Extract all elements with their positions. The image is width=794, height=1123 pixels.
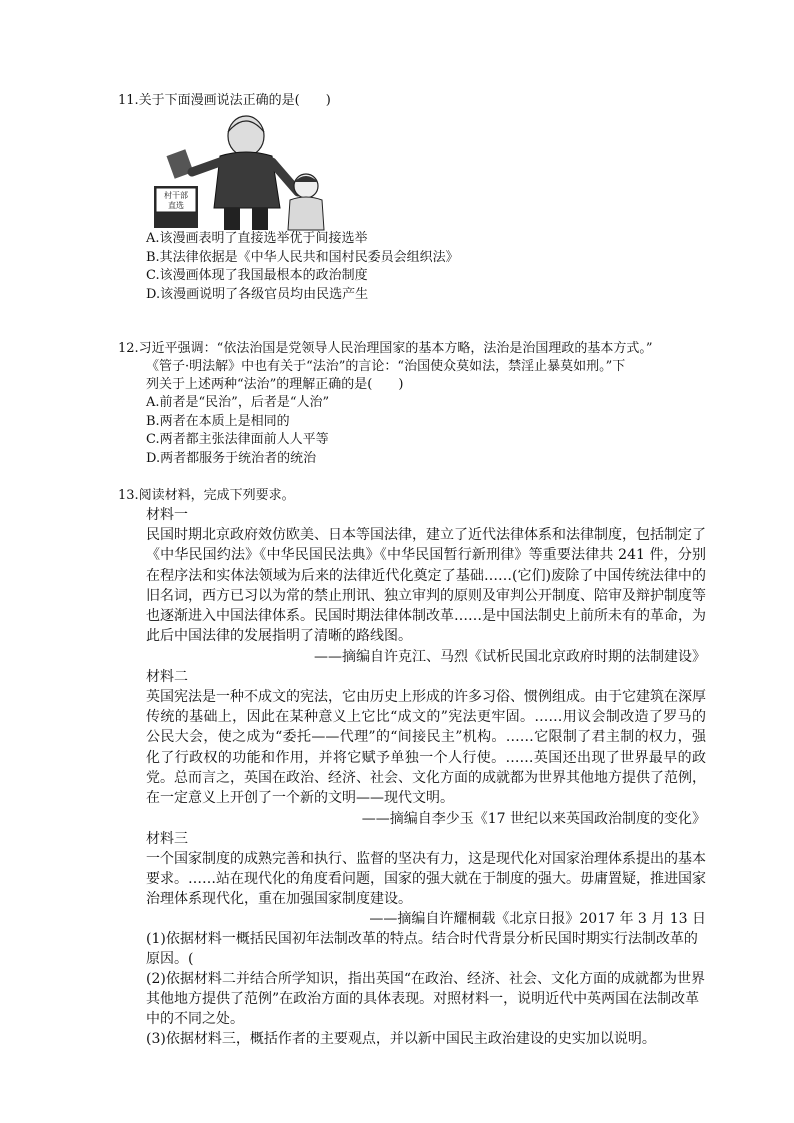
material-3-text: 一个国家制度的成熟完善和执行、监督的坚决有力，这是现代化对国家治理体系提出的基本要求。……站在现代化的角度看问题，国家的强大就在于制度的强大。毋庸置疑，推进国家治理体系现代化，重在加强国家制度建设。 — [146, 850, 706, 908]
cartoon-illustration — [148, 112, 338, 232]
option-c[interactable]: C.该漫画体现了我国最根本的政治制度 — [146, 268, 368, 283]
sub-question-1: (1)依据材料一概括民国初年法制改革的特点。结合时代背景分析民国时期实行法制改革的原因。( — [146, 931, 698, 968]
option-b[interactable]: B.两者在本质上是相同的 — [146, 413, 290, 429]
young-man-body — [288, 197, 324, 230]
material-1-title: 材料一 — [146, 507, 188, 523]
question-12-stem-line-2: 《管子·明法解》中也有关于“法治”的言论：“治国使众莫如法，禁淫止暴莫如刑。”下 — [146, 359, 626, 374]
option-d[interactable]: D.该漫画说明了各级官员均由民选产生 — [146, 286, 369, 302]
material-1-source: ——摘编自许克江、马烈《试析民国北京政府时期的法制建设》 — [314, 648, 706, 665]
question-13-stem: 13.阅读材料，完成下列要求。 — [118, 488, 295, 503]
question-11-options — [118, 230, 718, 304]
option-d[interactable]: D.两者都服务于统治者的统治 — [146, 450, 317, 466]
material-2-text: 英国宪法是一种不成文的宪法，它由历史上形成的许多习俗、惯例组成。由于它建筑在深厚传统的基础上，因此在某种意义上它比“成文的”宪法更牢固。……用议会制改造了罗马的公民大会，使之成为“委托——代理”的“间接民主”机构。……它限制了君主制的权力，强化了行政权的功能和作用，并将它赋予单独一个人行使。……英国还出现了世界最早的政党。总而言之，英国在政治、经济、社会、文化方面的成就都为世界其他地方提供了范例，在一定意义上开创了一个新的文明——现代文明。 — [146, 688, 706, 807]
material-3-source: ——摘编自许耀桐载《北京日报》2017 年 3 月 13 日 — [369, 911, 706, 928]
option-b[interactable]: B.其法律依据是《中华人民共和国村民委员会组织法》 — [146, 249, 459, 265]
material-1-text: 民国时期北京政府效仿欧美、日本等国法律，建立了近代法律体系和法律制度，包括制定了《中华民国约法》《中华民国民法典》《中华民国暂行新刑律》等重要法律共 241 件，分别在程序法和实体法领域为后来的法律近代化奠定了基础……(它们)废除了中国传统法律中的旧名词，西方已习以为常的禁止刑讯、独立审判的原则及审判公开制度、陪审及辩护制度等也逐渐进入中国法律体系。民国时期法律体制改革……是中国法制史上前所未有的革命，为此后中国法律的发展指明了清晰的路线图。 — [146, 527, 706, 645]
option-a[interactable]: A.前者是“民治”，后者是“人治” — [146, 395, 330, 410]
option-c[interactable]: C.两者都主张法律面前人人平等 — [146, 432, 329, 447]
question-12-stem-line-3: 列关于上述两种“法治”的理解正确的是( ) — [146, 377, 404, 392]
sub-question-2: (2)依据材料二并结合所学知识，指出英国“在政治、经济、社会、文化方面的成就都为世界其他地方提供了范例”在政治方面的具体表现。对照材料一，说明近代中英两国在法制改革中的不同之处。 — [146, 971, 705, 1028]
sub-question-3: (3)依据材料三，概括作者的主要观点，并以新中国民主政治建设的史实加以说明。 — [146, 1031, 656, 1048]
question-12 — [118, 340, 718, 468]
box-label-line-2: 直选 — [168, 201, 184, 210]
box-label-line-1: 村干部 — [164, 191, 188, 200]
question-11 — [118, 92, 718, 110]
option-a[interactable]: A.该漫画表明了直接选举优于间接选举 — [146, 231, 368, 246]
question-11-stem: 11.关于下面漫画说法正确的是( ) — [118, 93, 331, 108]
material-3-title: 材料三 — [146, 830, 188, 847]
question-13 — [118, 487, 718, 1049]
question-12-stem-line-1: 12.习近平强调：“依法治国是党领导人民治理国家的基本方略，法治是治国理政的基本方式。” — [118, 341, 653, 356]
material-2-source: ——摘编自李少玉《17 世纪以来英国政治制度的变化》 — [361, 810, 706, 827]
material-2-title: 材料二 — [146, 668, 188, 685]
old-man-head — [228, 116, 264, 156]
